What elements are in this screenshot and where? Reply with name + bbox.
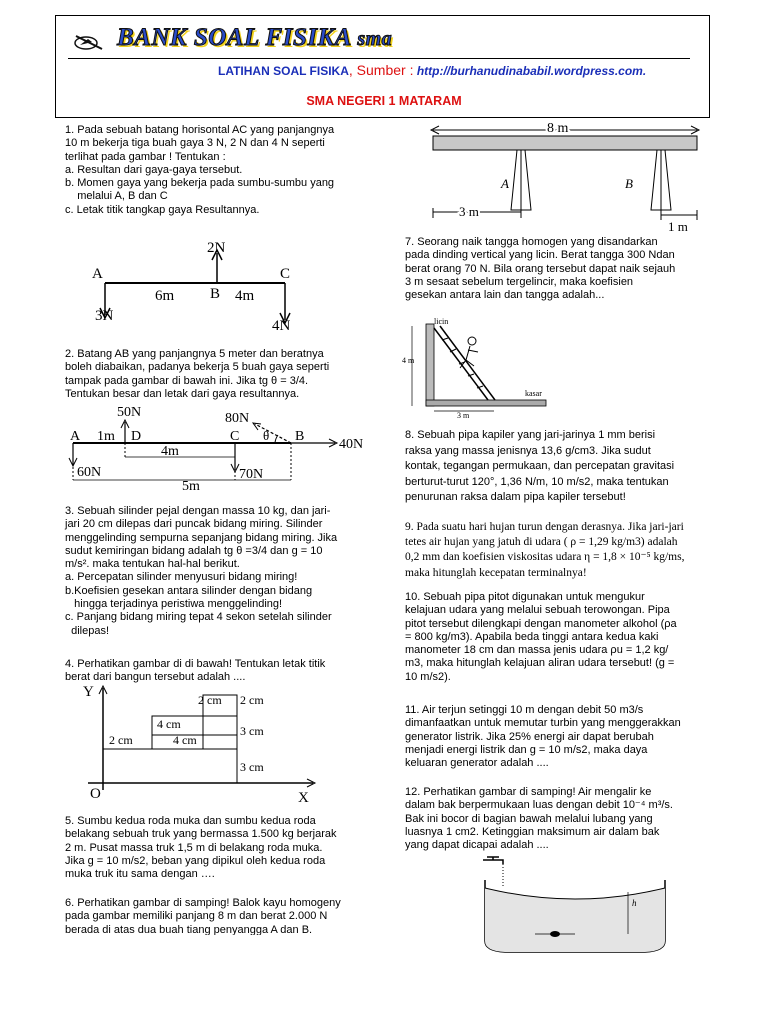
fig6-label-a: A (501, 176, 509, 191)
header-divider (68, 58, 690, 59)
fig2-dist-4m: 4m (161, 444, 179, 459)
source-separator: , Sumber : (348, 62, 414, 78)
fig1-force-left: 3N (95, 308, 114, 324)
question-line: berada di atas dua buah tiang penyangga A dan B. (65, 923, 313, 935)
fig2-force-40n: 40N (339, 437, 364, 452)
fig6-label-b: B (625, 176, 633, 191)
question-5 (65, 815, 362, 881)
fig1-force-right: 4N (272, 318, 291, 334)
question-line: 0,2 mm dan koefisien viskositas udara η = 1,8 × 10⁻⁵ kg/ms, (405, 551, 685, 564)
fig6-dist-1m: 1 m (668, 219, 688, 232)
fig4-axis-y: Y (83, 684, 94, 700)
fig12-label-h: h (632, 898, 637, 908)
question-line: m3, maka hitunglah kelajuan aliran udara tersebut! (g = (405, 657, 675, 670)
question-line: dimanfaatkan untuk memutar turbin yang menggerakkan (405, 717, 681, 730)
question-line: 10 m bekerja tiga buah gaya 3 N, 2 N dan 4 N seperti (65, 137, 325, 150)
question-line: pada gambar memiliki panjang 8 m dan berat 2.000 N (65, 910, 328, 923)
question-line: generator listrik. Jika 25% energi air dapat berubah (405, 730, 654, 743)
fig4-label-3cm-b: 3 cm (240, 760, 264, 774)
question-line: menjadi energi listrik dan g = 10 m/s2, maka daya (405, 743, 648, 756)
fig7-label-licin: licin (434, 318, 449, 326)
question-line: c. Letak titik tangkap gaya Resultannya. (65, 203, 260, 216)
question-line: menggelinding sempurna sepanjang bidang miring. Jika (65, 531, 338, 544)
subtitle-label: LATIHAN SOAL FISIKA (218, 64, 349, 78)
question-line: hingga terjadinya peristiwa menggelinding! (65, 598, 283, 611)
question-7 (405, 236, 703, 302)
question-line: 10 m/s2). (405, 670, 451, 683)
fig7-label-3m: 3 m (457, 411, 470, 418)
figure-2-beam (65, 402, 375, 494)
question-line: 12. Perhatikan gambar di samping! Air mengalir ke (405, 786, 652, 798)
question-9 (405, 520, 707, 581)
fig1-dist-4m: 4m (235, 288, 255, 304)
question-line: m/s². maka tentukan hal-hal berikut. (65, 558, 240, 571)
question-line: b. Momen gaya yang bekerja pada sumbu-sumbu yang (65, 177, 335, 190)
question-line: 7. Seorang naik tangga homogen yang disandarkan (405, 236, 658, 248)
question-line: 6. Perhatikan gambar di samping! Balok kayu homogeny (65, 897, 341, 909)
source-url-link[interactable]: http://burhanudinababil.wordpress.com (416, 64, 643, 78)
question-3 (65, 505, 363, 638)
source-line (218, 62, 646, 78)
question-line: penurunan raksa dalam pipa kapiler tersebut! (405, 491, 626, 503)
figure-1-beam (80, 238, 320, 338)
question-line: 4. Perhatikan gambar di di bawah! Tentukan letak titik (65, 658, 326, 670)
question-line: kontak, tegangan permukaan, dan percepatan gravitasi (405, 460, 675, 472)
question-line: Bak ini bocor di bagian bawah melalui lubang yang (405, 812, 653, 825)
fig2-force-50n: 50N (117, 405, 142, 420)
question-line: pada dinding vertical yang licin. Berat tangga 300 Ndan (405, 249, 675, 262)
question-line: tetes air hujan yang jatuh di udara ( ρ = 1,29 kg/m3) adalah (405, 536, 678, 549)
fig1-label-a: A (92, 266, 103, 282)
question-line: 3 m sesaat sebelum tergelincir, maka koefisien (405, 275, 634, 288)
figure-12-tank (475, 856, 675, 966)
question-line: a. Percepatan silinder menyusuri bidang miring! (65, 571, 298, 584)
question-1 (65, 124, 365, 217)
fig1-force-up: 2N (207, 240, 226, 256)
question-line: raksa yang massa jenisnya 13,6 g/cm3. Jika sudut (405, 444, 651, 457)
header-logo (117, 24, 392, 52)
question-line: belakang sebuah truk yang bermassa 1.500 kg berjarak (65, 828, 337, 841)
fig4-label-4cm-b: 4 cm (173, 733, 197, 747)
logo-pen-icon (72, 30, 106, 52)
question-line: 10. Sebuah pipa pitot digunakan untuk mengukur (405, 591, 645, 603)
question-2 (65, 348, 362, 401)
question-line: tampak pada gambar di bawah ini. Jika tg θ = 3/4. (65, 374, 309, 387)
question-line: a. Resultan dari gaya-gaya tersebut. (65, 163, 243, 176)
question-11 (405, 704, 703, 770)
question-line: = 800 kg/m3). Apabila beda tinggi antara kedua kaki (405, 630, 659, 643)
question-line: dalam bak berpermukaan luas dengan debit 10⁻⁴ m³/s. (405, 799, 673, 812)
fig1-label-c: C (280, 266, 291, 282)
fig7-label-kasar: kasar (525, 389, 542, 398)
question-8 (405, 428, 703, 506)
question-line: yang dapat dicapai adalah .... (405, 839, 549, 852)
fig1-dist-6m: 6m (155, 288, 175, 304)
question-10 (405, 591, 703, 684)
question-line: Jika g = 10 m/s2, beban yang dipikul oleh kedua roda (65, 854, 326, 867)
figure-4-shape (80, 680, 330, 808)
question-line: maka hitunglah kecepatan terminalnya! (405, 566, 587, 579)
question-line: terlihat pada gambar ! Tentukan : (65, 150, 226, 163)
question-6 (65, 897, 362, 935)
question-line: 2 m. Pusat massa truk 1,5 m di belakang roda muka. (65, 841, 323, 854)
figure-6-beam-supports (425, 120, 705, 232)
fig6-length: 8 m (547, 121, 569, 136)
question-line: 1. Pada sebuah batang horisontal AC yang panjangnya (65, 124, 335, 136)
fig1-label-b: B (210, 286, 221, 302)
fig6-dist-3m: 3 m (459, 204, 479, 219)
fig4-axis-x: X (298, 790, 309, 806)
question-line: c. Panjang bidang miring tepat 4 sekon setelah silinder (65, 611, 332, 624)
question-line: melalui A, B dan C (65, 190, 168, 203)
fig2-force-80n: 80N (225, 411, 250, 426)
fig2-label-b: B (295, 429, 305, 444)
question-line: 2. Batang AB yang panjangnya 5 meter dan beratnya (65, 348, 324, 360)
question-line: 9. Pada suatu hari hujan turun dengan derasnya. Jika jari-jari (405, 521, 684, 533)
question-line: jari 20 cm dilepas dari puncak bidang miring. Silinder (65, 518, 323, 531)
figure-7-ladder (400, 318, 570, 418)
fig4-label-3cm-a: 3 cm (240, 724, 264, 738)
question-line: luasnya 1 cm2. Ketinggian maksimum air dalam bak (405, 825, 660, 838)
question-line: pitot tersebut dilengkapi dengan manometer alkohol (ρa (405, 617, 677, 630)
fig4-label-2cm-a: 2 cm (198, 693, 222, 707)
question-line: kelajuan udara yang melalui sebuah terowongan. Pipa (405, 604, 670, 617)
question-line: boleh diabaikan, padanya bekerja 5 buah gaya seperti (65, 361, 330, 374)
question-line: 11. Air terjun setinggi 10 m dengan debit 50 m3/s (405, 704, 644, 716)
url-end: . (642, 64, 647, 78)
question-line: 5. Sumbu kedua roda muka dan sumbu kedua roda (65, 815, 316, 827)
question-line: berat orang 70 N. Bila orang tersebut dapat naik sejauh (405, 262, 676, 275)
fig2-label-d: D (131, 429, 142, 444)
fig2-force-60n: 60N (77, 465, 102, 480)
fig2-label-a: A (70, 429, 81, 444)
fig4-label-2cm-b: 2 cm (240, 693, 264, 707)
question-12 (405, 786, 703, 852)
question-line: 3. Sebuah silinder pejal dengan massa 10 kg, dan jari- (65, 505, 331, 517)
fig2-theta: θ (263, 428, 270, 443)
fig4-origin: O (90, 786, 101, 802)
logo-suffix: sma (357, 28, 393, 50)
question-line: berat dari bangun tersebut adalah .... (65, 671, 246, 684)
school-name: SMA NEGERI 1 MATARAM (306, 94, 462, 108)
fig2-dist-1m: 1m (97, 429, 115, 444)
fig7-label-4m: 4 m (402, 356, 415, 365)
question-line: b.Koefisien gesekan antara silinder dengan bidang (65, 584, 313, 597)
logo-title: BANK SOAL FISIKA (117, 24, 351, 51)
question-line: sudut kemiringan bidang adalah tg θ =3/4 dan g = 10 (65, 544, 323, 557)
question-line: manometer 18 cm dan massa jenis udara ρu = 1,2 kg/ (405, 644, 669, 657)
fig2-label-c: C (230, 429, 240, 444)
question-line: Tentukan besar dan letak dari gaya resultannya. (65, 387, 300, 400)
question-line: muka truk itu sama dengan …. (65, 868, 215, 881)
question-line: 8. Sebuah pipa kapiler yang jari-jarinya 1 mm berisi (405, 429, 656, 441)
question-line: dilepas! (65, 624, 110, 637)
fig4-label-4cm-a: 4 cm (157, 717, 181, 731)
fig2-dist-5m: 5m (182, 479, 200, 494)
fig2-force-70n: 70N (239, 467, 264, 482)
question-line: keluaran generator adalah .... (405, 757, 549, 770)
question-line: gesekan antara lain dan tangga adalah... (405, 289, 605, 302)
question-line: berturut-turut 120°, 1,36 N/m, 10 m/s2, maka tentukan (405, 475, 669, 488)
fig4-label-2cm-c: 2 cm (109, 733, 133, 747)
